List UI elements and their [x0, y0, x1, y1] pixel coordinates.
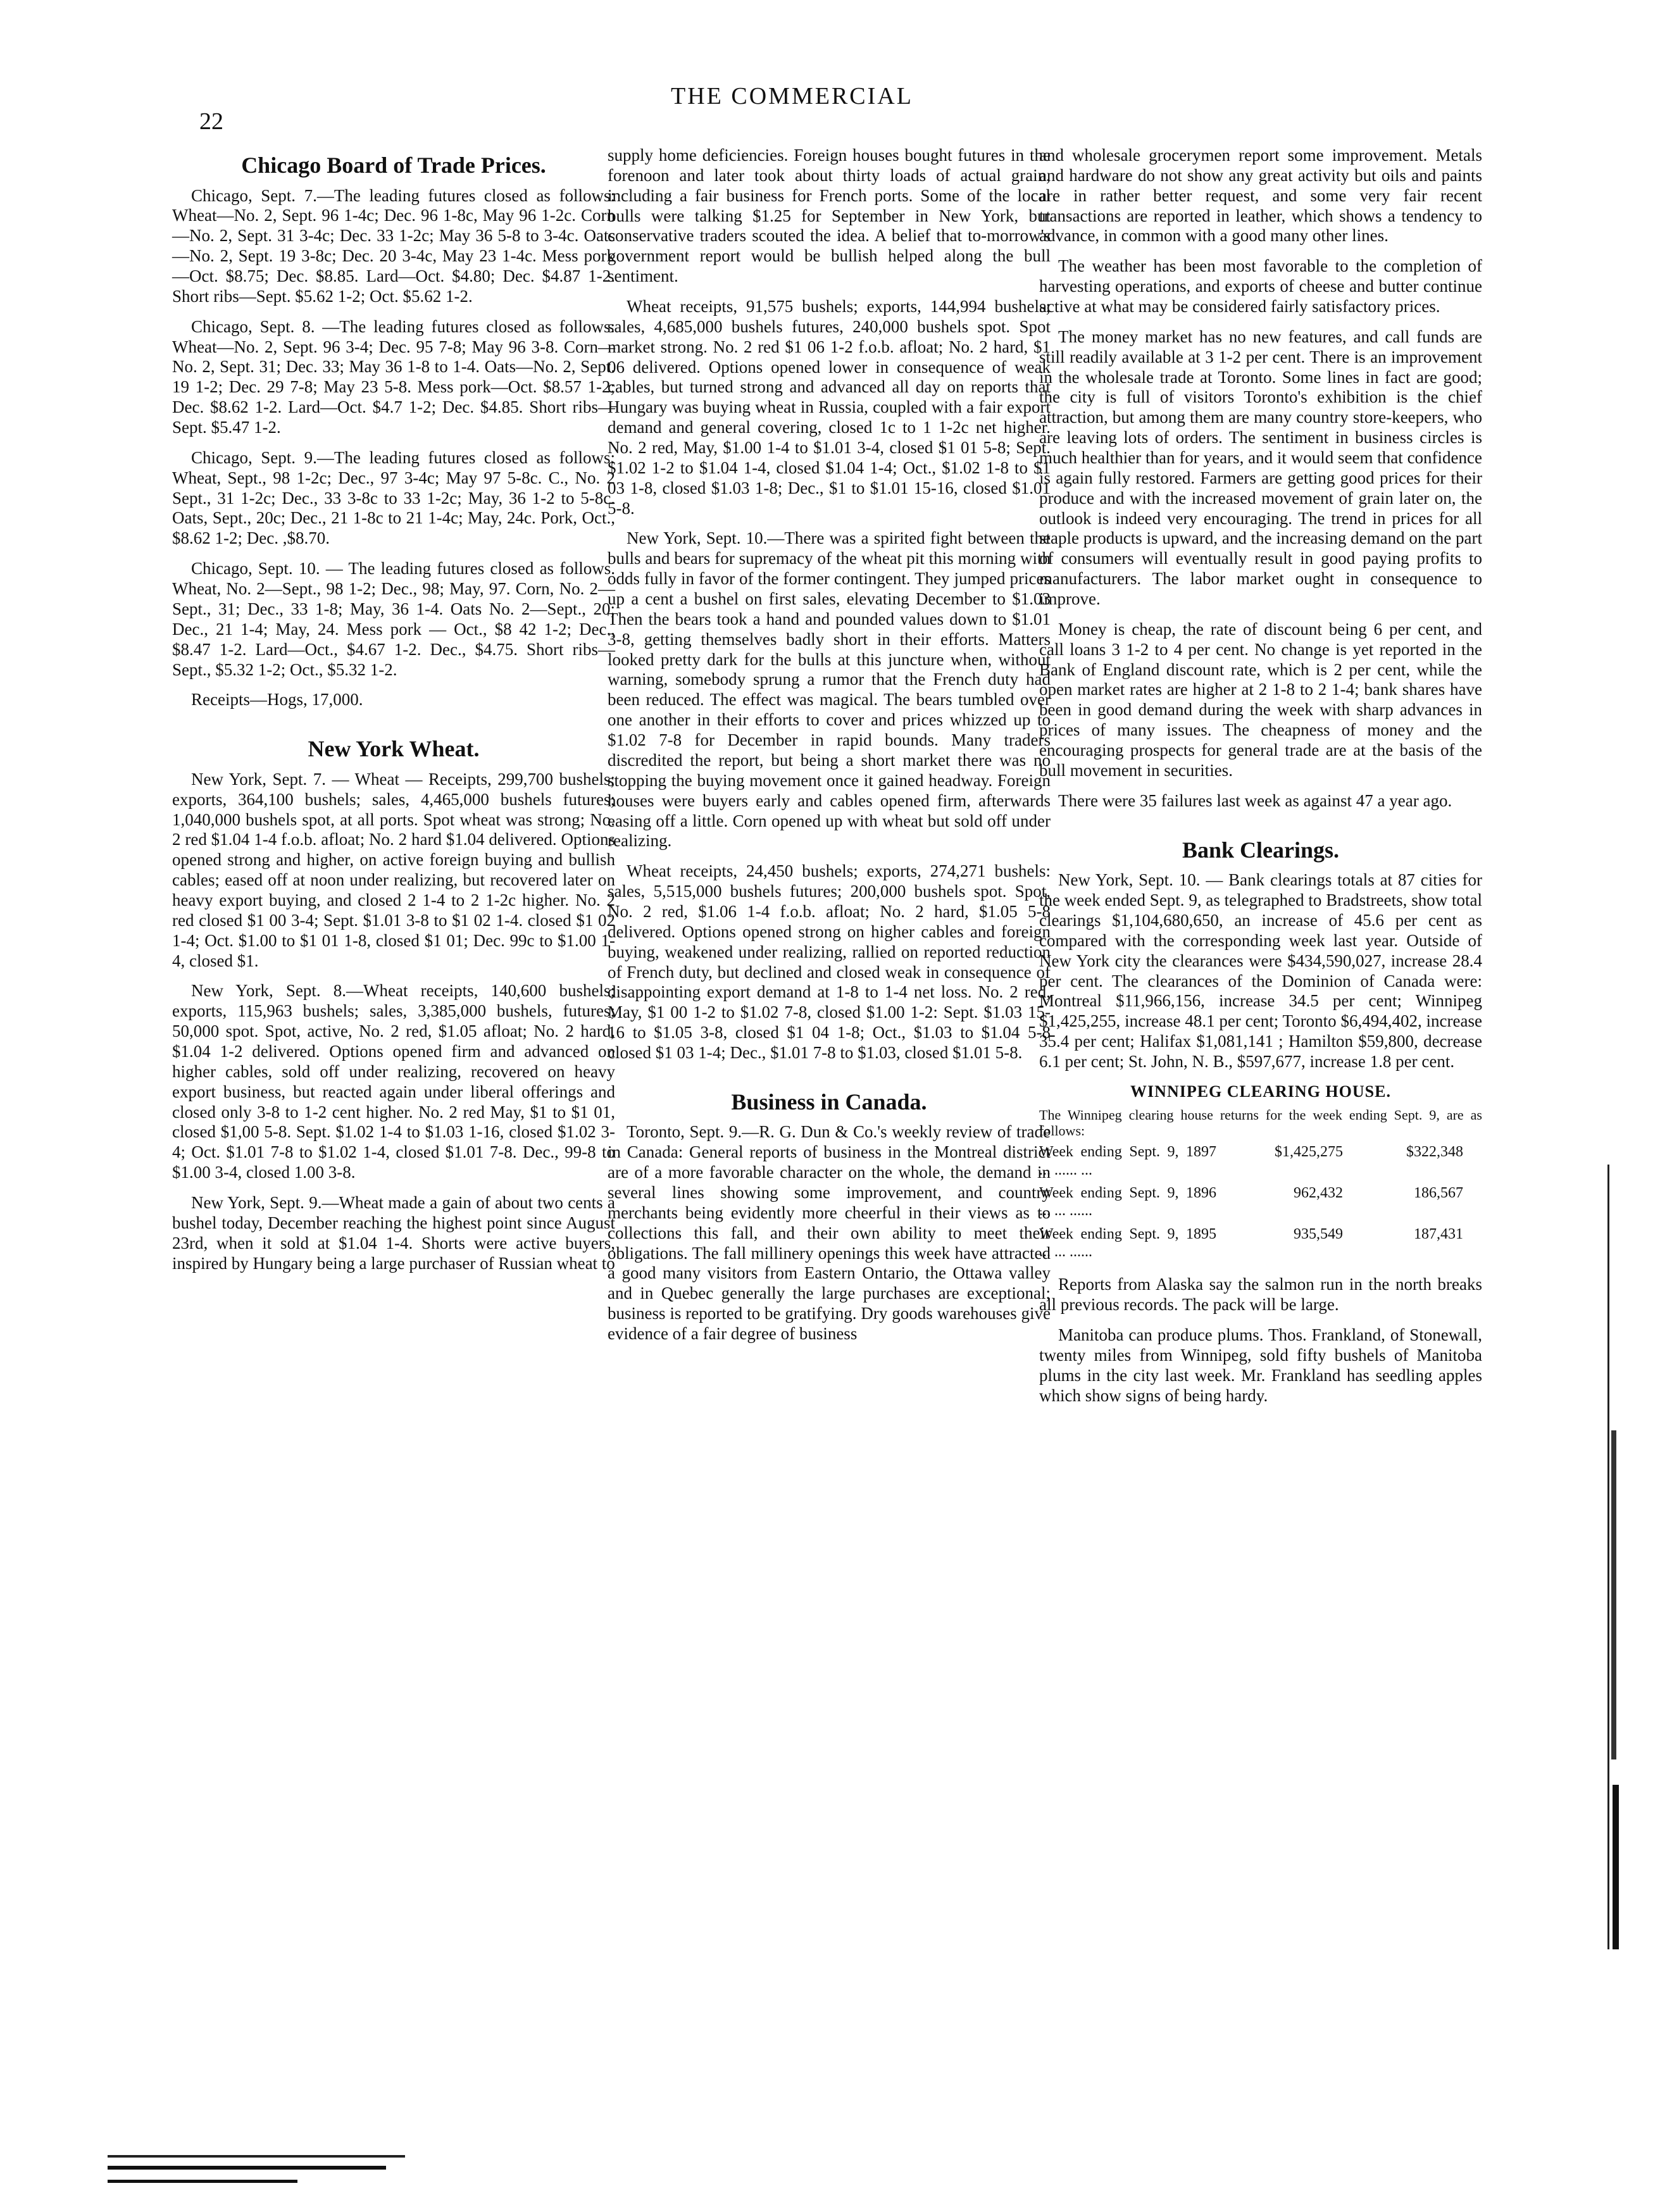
- manitoba-plums-paragraph: Manitoba can produce plums. Thos. Frankland, of Stonewall, twenty miles from Winnipeg, sold fifty bushels of Manitoba plums in the city last week. Mr. Frankland has seedling apples which show signs of being hardy.: [1039, 1325, 1482, 1405]
- business-canada-text: Toronto, Sept. 9.—R. G. Dun & Co.'s weekly review of trade in Canada: General reports of business in the Montreal district are of a more favorable character on the whole, the demand in several lines showing some improvement, and country merchants being evidently more cheerful in their views as to collections this fall, and their own ability to meet their obligations. The fall millinery openings this week have attracted a good many visitors from Eastern Ontario, the Ottawa valley and in Quebec generally the large purchases are exceptional; business is reported to be gratifying. Dry goods warehouses give evidence of a fair degree of business: [608, 1122, 1051, 1343]
- newyork-sept8: New York, Sept. 8.—Wheat receipts, 140,600 bushels; exports, 115,963 bushels; sales, 3,385,000 bushels, futures; 50,000 spot. Spot, active, No. 2 red, $1.05 afloat; No. 2 hard, $1.04 1-2 delivered. Options opened firm and advanced on higher cables, sold off under realizing, recovered on heavy export business, but reacted again under liberal offerings and closed only 3-8 to 1-2 cent higher. No. 2 red May, $1 to $1 01, closed $1,00 5-8. Sept. $1.02 1-4 to $1.03 1-16, closed $1.02 3-4; Oct. $1.01 7-8 to $1.02 1-4, closed $1.01 7-8. Dec., 99-8 to $1.00 3-4, closed 1.00 3-8.: [172, 981, 615, 1182]
- page-header: [190, 82, 1519, 133]
- newyork-sept7: New York, Sept. 7. — Wheat — Receipts, 299,700 bushels; exports, 364,100 bushels; sales, 4,465,000 bushels futures; 1,040,000 bushels spot, at all ports. Spot wheat was strong; No. 2 red $1.04 1-4 f.o.b. afloat; No. 2 hard $1.04 delivered. Options opened strong and higher, on active foreign buying and bullish cables; eased off at noon under realizing, but recovered later on heavy export buying, and closed 2 1-4 to 2 1-2c higher. No. 2 red closed $1 00 3-4; Sept. $1.01 3-8 to $1 02 1-4. closed $1 02 1-4; Oct. $1.00 to $1 01 1-8, closed $1 01; Dec. 99c to $1.00 1-4, closed $1.: [172, 769, 615, 970]
- clearing-row: [1039, 1184, 1482, 1220]
- chicago-sept9: Chicago, Sept. 9.—The leading futures closed as follows: Wheat, Sept., 98 1-2c; Dec., 97 3-4c; May 97 5-8c. C., No. 2 Sept., 31 1-2c; Dec., 33 3-8c to 33 1-2c; May, 36 1-2 to 5-8c. Oats, Sept., 20c; Dec., 21 1-8c to 21 1-4c; May, 24c. Pork, Oct., $8.62 1-2; Dec. ,$8.70.: [172, 447, 615, 548]
- section-divider: [1039, 1266, 1482, 1275]
- clearing-row-balances: 186,567: [1414, 1185, 1463, 1202]
- alaska-salmon-paragraph: Reports from Alaska say the salmon run in the north breaks all previous records. The pack will be large.: [1039, 1275, 1482, 1315]
- col2-continuation: supply home deficiencies. Foreign houses bought futures in the forenoon and later took about thirty loads of actual grain, including a fair business for French ports. Some of the local bulls were talking $1.25 for September in New York, but conservative traders scouted the idea. A belief that to-morrow's government report would be bullish helped along the bull sentiment.: [608, 146, 1051, 286]
- newyork-wheat-heading: New York Wheat.: [308, 736, 480, 762]
- bank-clearings-text: New York, Sept. 10. — Bank clearings totals at 87 cities for the week ended Sept. 9, as telegraphed to Bradstreets, show total clearings $1,104,680,650, an increase of 45.6 per cent as compared with the corresponding week last year. Outside of New York city the clearances were $434,590,027, increase 28.4 per cent. The clearances of the Dominion of Canada were: Montreal $11,966,156, increase 34.5 per cent; Winnipeg $1,425,255, increase 48.1 per cent; Toronto $6,494,402, increase 35.4 per cent; Halifax $1,081,141 ; Hamilton $59,800, decrease 6.1 per cent; St. John, N. B., $597,677, increase 1.8 per cent.: [1039, 870, 1482, 1071]
- section-divider: [172, 720, 615, 729]
- weather-paragraph: The weather has been most favorable to the completion of harvesting operations, and exports of cheese and butter continue active at what may be considered fairly satisfactory prices.: [1039, 256, 1482, 316]
- section-divider: [608, 1073, 1051, 1082]
- wheat-receipts-sept9: Wheat receipts, 91,575 bushels; exports, 144,994 bushels; sales, 4,685,000 bushels futures, 240,000 bushels spot. Spot market strong. No. 2 red $1 06 1-2 f.o.b. afloat; No. 2 hard, $1 06 delivered. Options opened lower in consequence of weak cables, but turned strong and advanced all day on reports that Hungary was buying wheat in Russia, coupled with a fair export demand and general covering, closed 1c to 1 1-2c net higher. No. 2 red, May, $1.00 1-4 to $1.01 3-4, closed $1 01 5-8; Sept. $1.02 1-2 to $1.04 1-4, closed $1.04 1-4; Oct., $1.02 1-8 to $1 03 1-8, closed $1.03 1-8; Dec., $1 to $1.01 15-16, closed $1.01 5-8.: [608, 297, 1051, 518]
- clearing-row-clearings: 935,549: [1294, 1225, 1343, 1242]
- chicago-sept7: Chicago, Sept. 7.—The leading futures closed as follows: Wheat—No. 2, Sept. 96 1-4c; Dec. 96 1-8c, May 96 1-2c. Corn—No. 2, Sept. 31 3-4c; Dec. 33 1-2c; May 36 5-8 to 3-4c. Oats—No. 2, Sept. 19 3-8c; Dec. 20 3-4c, May 23 1-4c. Mess pork—Oct. $8.75; Dec. $8.85. Lard—Oct. $4.80; Dec. $4.87 1-2. Short ribs—Sept. $5.62 1-2; Oct. $5.62 1-2.: [172, 185, 615, 306]
- column-2: [608, 146, 1051, 1354]
- clearing-row-label: Week ending Sept. 9, 1895 ... ... ......: [1039, 1225, 1216, 1260]
- clearing-row: [1039, 1143, 1482, 1179]
- newyork-sept10: New York, Sept. 10.—There was a spirited fight between the bulls and bears for supremacy of the wheat pit this morning with odds fully in favor of the former contingent. They jumped prices up a cent a bushel on first sales, elevating December to $1.03 Then the bears took a hand and pounded values down to $1.01 3-8, getting themselves badly short in their efforts. Matters looked pretty dark for the bulls at this juncture when, without warning, somebody sprung a rumor that the French duty had been reduced. The effect was magical. The bears tumbled over one another in their efforts to cover and prices whizzed up to $1.02 7-8 for December in rapid bounds. Many traders discredited the report, but being a short market there was no stopping the buying movement once it gained headway. Foreign houses were buyers early and cables opened firm, afterwards easing off a little. Corn opened up with wheat but sold off under realizing.: [608, 528, 1051, 851]
- clearing-row: [1039, 1225, 1482, 1261]
- discount-paragraph: Money is cheap, the rate of discount being 6 per cent, and call loans 3 1-2 to 4 per cent. No change is yet reported in the Bank of England discount rate, which is 2 per cent, while the open market rates are higher at 2 1-8 to 2 1-4; bank shares have been in good demand during the week with sharp advances in prices of many issues. The cheapness of money and the encouraging prospects for general trade are at the basis of the bull movement in securities.: [1039, 619, 1482, 780]
- newyork-sept9: New York, Sept. 9.—Wheat made a gain of about two cents a bushel today, December reaching the highest point since August 23rd, when it sold at $1.04 1-4. Shorts were active buyers, inspired by Hungary being a large purchaser of Russian wheat to: [172, 1193, 615, 1273]
- wheat-receipts-sept10: Wheat receipts, 24,450 bushels; exports, 274,271 bushels: sales, 5,515,000 bushels futures; 200,000 bushels spot. Spot, No. 2 red, $1.06 1-4 f.o.b. afloat; No. 2 hard, $1.05 5-8 delivered. Options opened strong on higher cables and foreign buying, weakened under realizing, rallied on reported reduction of French duty, but declined and closed weak in consequence of disappointing export demand at 1-8 to 1-4 net loss. No. 2 red, May, $1 00 1-2 to $1.02 7-8, closed $1.00 1-2: Sept. $1.03 15-16 to $1.05 3-8, closed $1 04 1-8; Oct., $1.03 to $1.04 5-8 closed $1 03 1-4; Dec., $1.01 7-8 to $1.03, closed $1.01 5-8.: [608, 861, 1051, 1062]
- clearing-row-balances: $322,348: [1406, 1144, 1463, 1161]
- page-number: 22: [199, 108, 223, 135]
- bank-clearings-heading: Bank Clearings.: [1182, 837, 1340, 863]
- winnipeg-intro: The Winnipeg clearing house returns for the week ending Sept. 9, are as follows:: [1039, 1106, 1482, 1139]
- section-divider: [1039, 822, 1482, 830]
- chicago-heading: Chicago Board of Trade Prices.: [241, 153, 546, 178]
- chicago-sept10: Chicago, Sept. 10. — The leading futures closed as follows. Wheat, No. 2—Sept., 98 1-2; Dec., 98; May, 97. Corn, No. 2—Sept., 31; Dec., 33 1-8; May, 36 1-4. Oats No. 2—Sept., 20; Dec., 21 1-4; May, 24. Mess pork — Oct., $8 42 1-2; Dec., $8.47 1-2. Lard—Oct., $4.67 1-2. Dec., $4.75. Short ribs—Sept., $5.32 1-2; Oct., $5.32 1-2.: [172, 559, 615, 679]
- col3-continuation: and wholesale grocerymen report some improvement. Metals and hardware do not show any great activity but oils and paints are in rather better request, and some very fair recent transactions are reported in leather, which shows a tendency to advance, in common with a good many other lines.: [1039, 146, 1482, 246]
- winnipeg-clearing-heading: WINNIPEG CLEARING HOUSE.: [1130, 1082, 1391, 1101]
- chicago-receipts: Receipts—Hogs, 17,000.: [191, 690, 363, 709]
- clearing-row-label: Week ending Sept. 9, 1896 ... ... ......: [1039, 1185, 1216, 1220]
- column-3: [1039, 146, 1482, 1416]
- bottom-rule-lines: [108, 2152, 411, 2190]
- clearing-row-clearings: 962,432: [1294, 1185, 1343, 1202]
- failures-paragraph: There were 35 failures last week as against 47 a year ago.: [1058, 790, 1452, 810]
- clearing-row-balances: 187,431: [1414, 1225, 1463, 1242]
- chicago-sept8: Chicago, Sept. 8. —The leading futures closed as follows: Wheat—No. 2, Sept. 96 3-4; Dec. 95 7-8; May 96 3-8. Corn—No. 2, Sept. 31; Dec. 33; May 36 1-8 to 1-4. Oats—No. 2, Sept. 19 1-2; Dec. 29 7-8; May 23 5-8. Mess pork—Oct. $8.57 1-2; Dec. $8.62 1-2. Lard—Oct. $4.7 1-2; Dec. $4.85. Short ribs—Sept. $5.47 1-2.: [172, 316, 615, 437]
- clearing-row-label: Week ending Sept. 9, 1897 ... ...... ...: [1039, 1144, 1216, 1178]
- binding-edge-mark: [1601, 1165, 1620, 1949]
- money-market-paragraph: The money market has no new features, and call funds are still readily available at 3 1-2 per cent. There is an improvement in the wholesale trade at Toronto. Some lines in fact are good; the city is full of visitors Toronto's exhibition is the chief attraction, but among them are many country store-keepers, who are leaving lots of orders. The sentiment in business circles is much healthier than for years, and it would seem that confidence is again fully restored. Farmers are getting good prices for their produce and with the increased movement of grain later on, the outlook is indeed very encouraging. The trend in prices for all staple products is upward, and the increasing demand on the part of consumers will eventually result in good paying profits to manufacturers. The labor market ought in consequence to improve.: [1039, 327, 1482, 609]
- column-1: [172, 146, 615, 1284]
- clearing-row-clearings: $1,425,275: [1275, 1144, 1343, 1161]
- business-canada-heading: Business in Canada.: [731, 1089, 927, 1115]
- masthead: THE COMMERCIAL: [671, 83, 913, 109]
